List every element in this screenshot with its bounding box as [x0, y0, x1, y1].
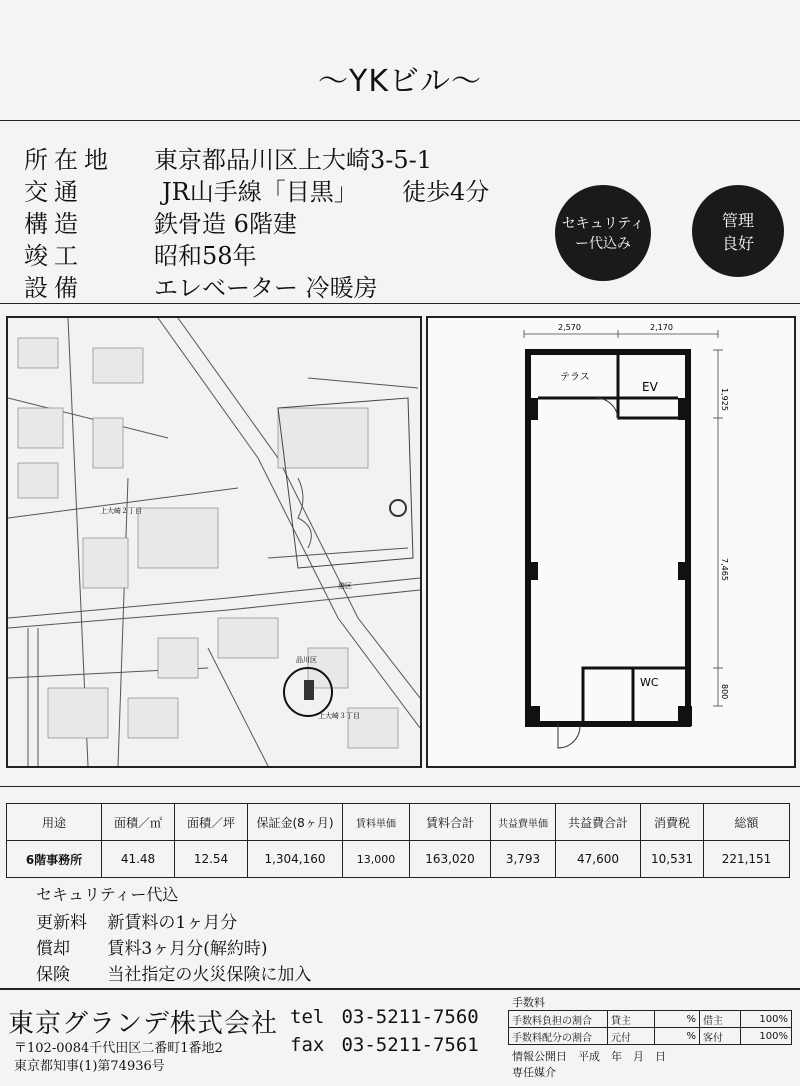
- spec-header-common-total: 共益費合計: [556, 804, 641, 841]
- equipment-value: エレベーター 冷暖房: [154, 274, 378, 302]
- title-divider: [0, 120, 800, 121]
- equipment-label: 設備: [24, 274, 84, 302]
- dim-right-top: 1,925: [720, 388, 729, 411]
- spec-header-area-sqm: 面積／㎡: [102, 804, 175, 841]
- fees-allocation-party: 元付: [608, 1028, 655, 1045]
- transport-row: [24, 172, 489, 206]
- floor-plan: [426, 316, 796, 768]
- location-value: 東京都品川区上大崎3-5-1: [154, 146, 433, 174]
- completed-row: [24, 236, 257, 270]
- note-amortization-label: 償却: [36, 939, 70, 959]
- spec-cell-tax: 10,531: [641, 841, 704, 878]
- location-row: [24, 140, 432, 174]
- note-insurance: [36, 960, 311, 986]
- spec-cell-rent-total: 163,020: [410, 841, 491, 878]
- wc-label: WC: [640, 676, 659, 689]
- security-badge: [555, 185, 651, 281]
- company-address: 〒102-0084千代田区二番町1番地2: [14, 1041, 223, 1056]
- security-badge-line2: ー代込み: [574, 236, 631, 252]
- map-label-shinagawa: 品川区: [296, 656, 317, 664]
- note-amortization-value: 賃料3ヶ月分(解約時): [107, 939, 268, 959]
- structure-row: [24, 204, 297, 238]
- note-amortization: [36, 934, 311, 960]
- terrace-label: テラス: [560, 372, 590, 383]
- structure-label: 構造: [24, 210, 84, 238]
- map-label-minato: 港区: [338, 582, 352, 590]
- fees-burden-pct: %: [655, 1011, 700, 1028]
- fees-table: [508, 1010, 792, 1045]
- dim-top-left: 2,570: [558, 323, 581, 332]
- transport-label: 交通: [24, 178, 84, 206]
- location-label: 所在地: [24, 146, 114, 174]
- fees-burden-value: 100%: [741, 1011, 792, 1028]
- map-label-chome: 上大崎３丁目: [318, 712, 360, 720]
- map-drawing: [8, 318, 420, 766]
- spec-table: [6, 803, 790, 878]
- fees-allocation-value: 100%: [741, 1028, 792, 1045]
- spec-cell-deposit: 1,304,160: [248, 841, 343, 878]
- footer-divider: [0, 988, 800, 990]
- spec-cell-common-unit: 3,793: [491, 841, 556, 878]
- note-renewal-label: 更新料: [36, 913, 87, 933]
- spec-header-deposit: 保証金(8ヶ月): [248, 804, 343, 841]
- exclusive-brokerage: 専任媒介: [512, 1066, 556, 1079]
- company-license: 東京都知事(1)第74936号: [14, 1059, 165, 1074]
- fees-row-burden: [509, 1011, 792, 1028]
- spec-header-use: 用途: [7, 804, 102, 841]
- spec-cell-rent-unit: 13,000: [343, 841, 410, 878]
- spec-cell-total: 221,151: [704, 841, 790, 878]
- spec-cell-use: 6階事務所: [7, 841, 102, 878]
- fax-number: 03-5211-7561: [341, 1034, 479, 1056]
- spec-cell-area-tsubo: 12.54: [175, 841, 248, 878]
- spec-header-area-tsubo: 面積／坪: [175, 804, 248, 841]
- fees-row-allocation: [509, 1028, 792, 1045]
- fees-burden-other: 借主: [700, 1011, 741, 1028]
- note-insurance-label: 保険: [36, 965, 70, 985]
- tel-label: tel: [290, 1006, 325, 1028]
- plan-divider: [0, 786, 800, 787]
- spec-data-row: [7, 841, 790, 878]
- spec-header-rent-total: 賃料合計: [410, 804, 491, 841]
- terms-notes: [36, 882, 311, 986]
- page-title: 〜YKビル〜: [318, 64, 482, 99]
- spec-cell-common-total: 47,600: [556, 841, 641, 878]
- location-map: [6, 316, 422, 768]
- completed-value: 昭和58年: [154, 242, 257, 270]
- spec-header-total: 総額: [704, 804, 790, 841]
- dim-right-mid: 7,465: [720, 558, 729, 581]
- info-divider: [0, 303, 800, 304]
- map-label-kamiosaki: 上大崎２丁目: [100, 507, 142, 515]
- fax-label: fax: [290, 1034, 325, 1056]
- note-renewal-value: 新賃料の1ヶ月分: [107, 913, 238, 933]
- spec-header-common-unit: 共益費単価: [491, 804, 556, 841]
- dim-top-right: 2,170: [650, 323, 673, 332]
- spec-header-tax: 消費税: [641, 804, 704, 841]
- tel-number: 03-5211-7560: [341, 1006, 479, 1028]
- management-badge-line2: 良好: [721, 234, 754, 253]
- spec-cell-area-sqm: 41.48: [102, 841, 175, 878]
- ev-label: EV: [642, 380, 658, 394]
- note-insurance-value: 当社指定の火災保険に加入: [107, 965, 312, 985]
- management-badge: [692, 185, 784, 277]
- floorplan-drawing: [428, 318, 794, 766]
- fees-burden-label: 手数料負担の割合: [509, 1011, 608, 1028]
- structure-value: 鉄骨造 6階建: [154, 210, 297, 238]
- note-security: セキュリティー代込: [36, 885, 179, 904]
- equipment-row: [24, 268, 378, 302]
- fees-title: 手数料: [512, 996, 545, 1009]
- spec-header-row: [7, 804, 790, 841]
- fees-burden-party: 貸主: [608, 1011, 655, 1028]
- fees-allocation-other: 客付: [700, 1028, 741, 1045]
- management-badge-line1: 管理: [721, 211, 754, 230]
- company-name: 東京グランデ株式会社: [8, 1009, 279, 1039]
- company-tel: [290, 1006, 479, 1028]
- note-renewal: [36, 908, 311, 934]
- dim-right-bottom: 800: [720, 684, 729, 700]
- spec-header-rent-unit: 賃料単価: [343, 804, 410, 841]
- company-fax: [290, 1034, 479, 1056]
- transport-line: JR山手線「目黒」: [162, 178, 358, 206]
- transport-walk: 徒歩4分: [402, 178, 490, 206]
- publish-date: 情報公開日 平成 年 月 日: [512, 1050, 666, 1063]
- fees-allocation-pct: %: [655, 1028, 700, 1045]
- completed-label: 竣工: [24, 242, 84, 270]
- fees-allocation-label: 手数料配分の割合: [509, 1028, 608, 1045]
- security-badge-line1: セキュリティ: [561, 216, 645, 232]
